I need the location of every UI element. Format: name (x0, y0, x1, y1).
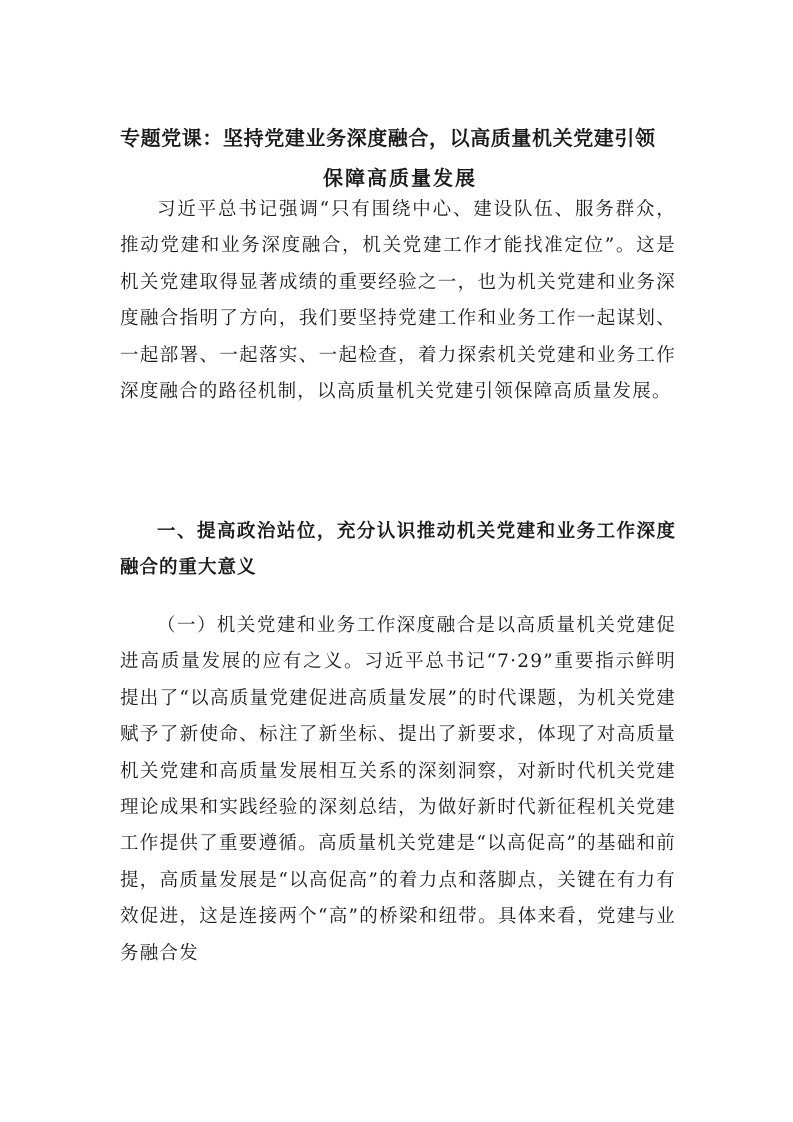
intro-paragraph: 习近平总书记强调“只有围绕中心、建设队伍、服务群众，推动党建和业务深度融合，机关党建工作才能找准定位”。这是机关党建取得显著成绩的重要经验之一，也为机关党建和业务深度融合指明了方向，我们要坚持党建工作和业务工作一起谋划、一起部署、一起落实、一起检查，着力探索机关党建和业务工作深度融合的路径机制，以高质量机关党建引领保障高质量发展。 (120, 199, 676, 403)
title-line-1: 专题党课：坚持党建业务深度融合，以高质量机关党建引领 (120, 126, 656, 150)
section-1-paragraph: （一）机关党建和业务工作深度融合是以高质量机关党建促进高质量发展的应有之义。习近平总书记“7·29”重要指示鲜明提出了“以高质量党建促进高质量发展”的时代课题，为机关党建赋予了新使命、标注了新坐标、提出了新要求，体现了对高质量机关党建和高质量发展相互关系的深刻洞察，对新时代机关党建理论成果和实践经验的深刻总结，为做好新时代新征程机关党建工作提供了重要遵循。高质量机关党建是“以高促高”的基础和前提，高质量发展是“以高促高”的着力点和落脚点，关键在有力有效促进，这是连接两个“高”的桥梁和纽带。具体来看，党建与业务融合发 (120, 615, 676, 964)
title-line-2: 保障高质量发展 (323, 166, 477, 190)
document-title (120, 118, 680, 198)
section-heading-1: 一、提高政治站位，充分认识推动机关党建和业务工作深度融合的重大意义 (120, 521, 676, 579)
